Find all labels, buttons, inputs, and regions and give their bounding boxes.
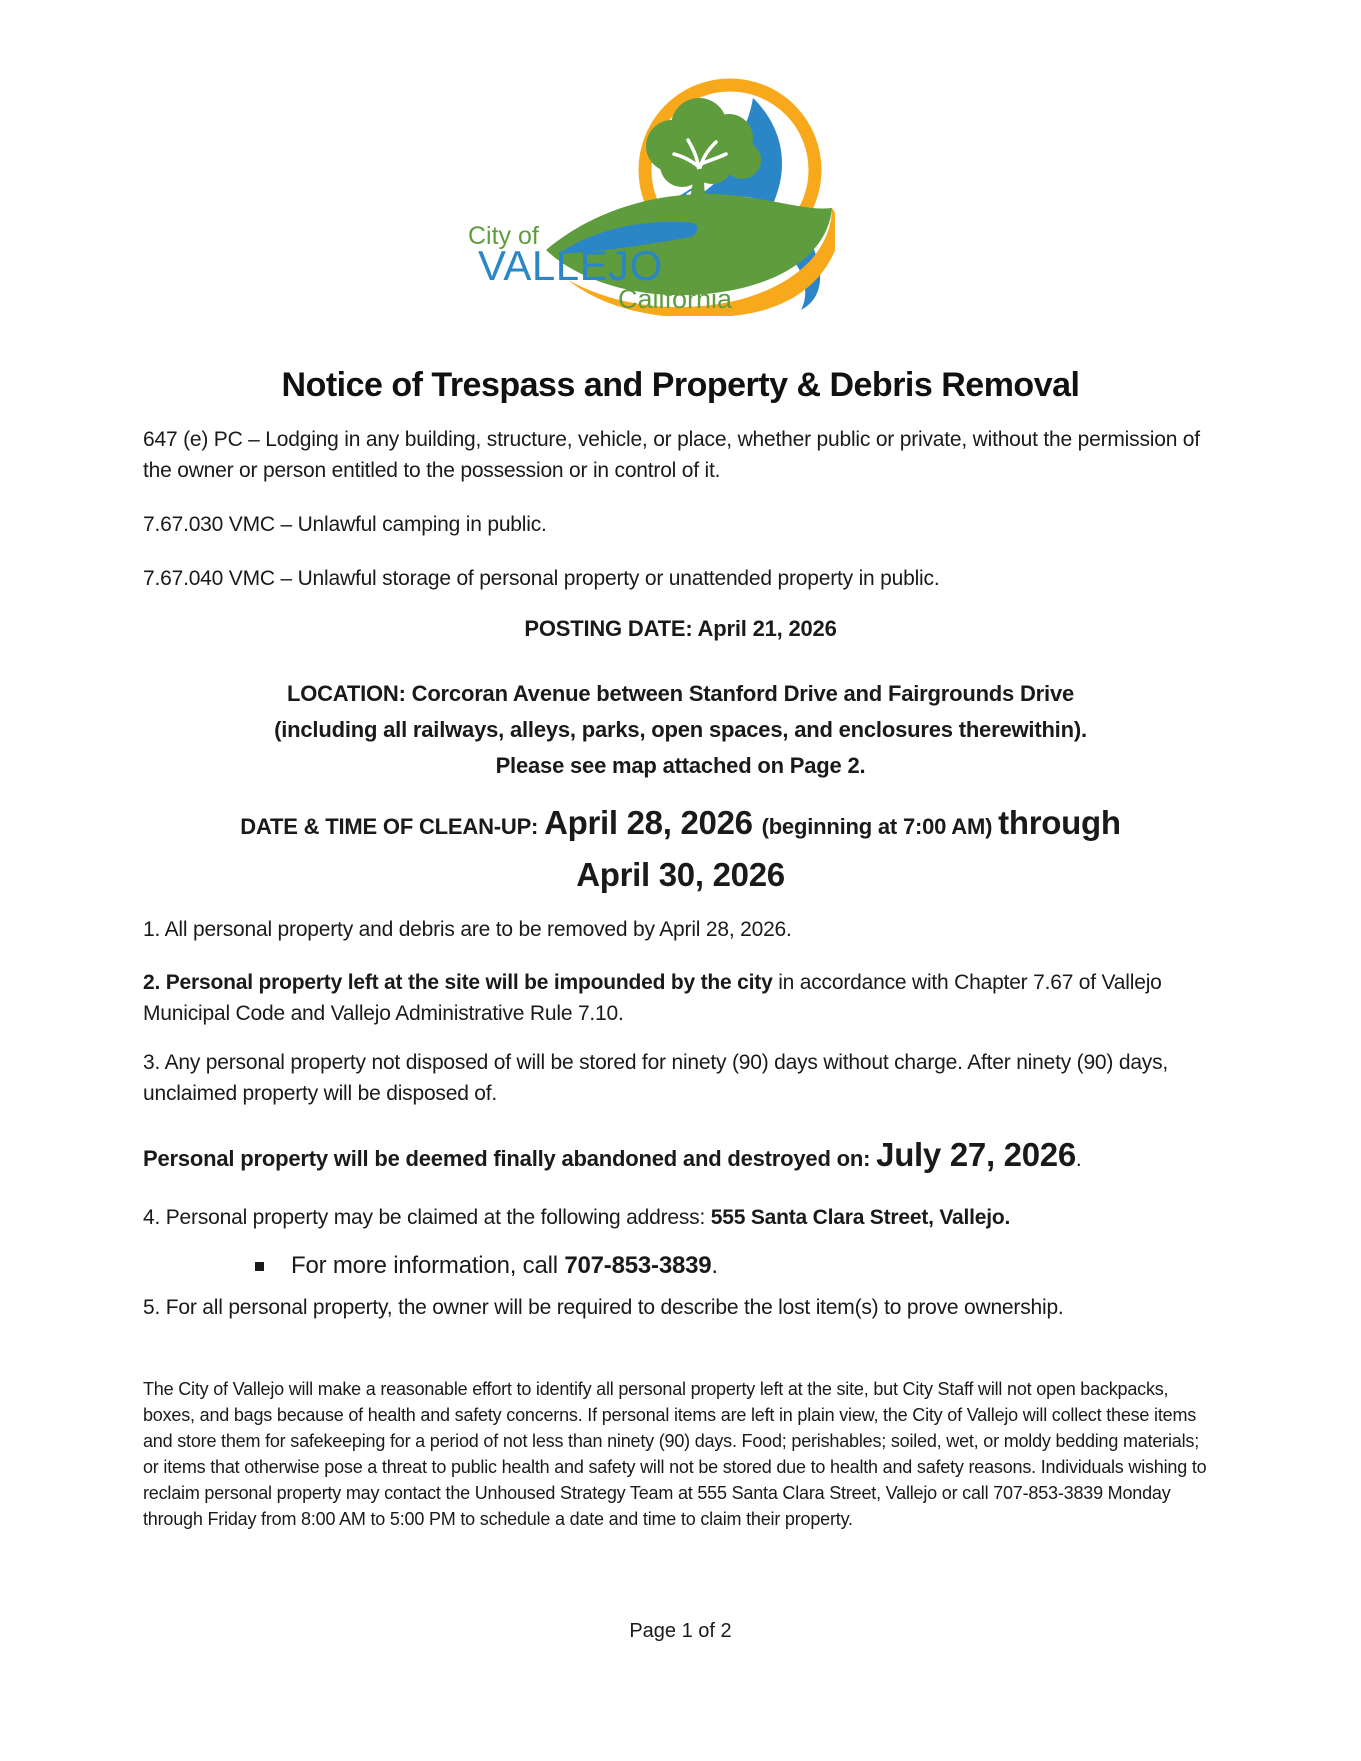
info-bullet-pre: For more information, call xyxy=(291,1252,565,1279)
item-2 xyxy=(143,967,1218,1029)
item-2-rest: in accordance with Chapter 7.67 of Vallejo Municipal Code and Vallejo Administrative Rule 7.10. xyxy=(143,971,1162,1025)
item-4 xyxy=(143,1202,1218,1233)
posting-date-line: POSTING DATE: April 21, 2026 xyxy=(524,616,837,641)
logo-california: California xyxy=(618,284,733,314)
abandonment-date: July 27, 2026 xyxy=(876,1136,1076,1173)
square-bullet-icon xyxy=(255,1262,264,1271)
location-block xyxy=(143,676,1218,784)
cleanup-end-date: April 30, 2026 xyxy=(576,856,785,893)
city-of-vallejo-logo xyxy=(450,68,835,316)
info-bullet-row xyxy=(143,1252,1218,1280)
page-title: Notice of Trespass and Property & Debris Removal xyxy=(281,366,1080,404)
info-bullet-text xyxy=(291,1252,718,1280)
item-4-address: 555 Santa Clara Street, Vallejo. xyxy=(710,1206,1011,1229)
cleanup-label: DATE & TIME OF CLEAN-UP: xyxy=(240,814,545,839)
item-1: 1. All personal property and debris are to be removed by April 28, 2026. xyxy=(143,918,792,941)
page-number: Page 1 of 2 xyxy=(629,1620,732,1642)
cleanup-through: through xyxy=(998,804,1121,841)
code-767040-paragraph: 7.67.040 VMC – Unlawful storage of personal property or unattended property in public. xyxy=(143,567,940,590)
cleanup-start-date: April 28, 2026 xyxy=(544,804,762,841)
logo-vallejo: VALLEJO xyxy=(478,242,663,289)
cleanup-date-line xyxy=(143,802,1218,851)
item-4-pre: 4. Personal property may be claimed at the following address: xyxy=(143,1206,711,1229)
location-line-2: (including all railways, alleys, parks, open spaces, and enclosures therewithin). xyxy=(274,717,1087,742)
info-bullet-period: . xyxy=(711,1252,718,1279)
info-phone-number: 707-853-3839 xyxy=(564,1252,712,1279)
fine-print-paragraph: The City of Vallejo will make a reasonable effort to identify all personal property left at the site, but City Staff will not open backpacks, boxes, and bags because of health and safety concerns. If personal items are left in plain view, the City of Vallejo will collect these items and store them for safekeeping for a period of not less than ninety (90) days. Food; perishables; soiled, wet, or moldy bedding materials; or items that otherwise pose a threat to public health and safety will not be stored due to health and safety reasons. Individuals wishing to reclaim personal property may contact the Unhoused Strategy Team at 555 Santa Clara Street, Vallejo or call 707-853-3839 Monday through Friday from 8:00 AM to 5:00 PM to schedule a date and time to claim their property. xyxy=(143,1379,1207,1529)
code-767030-paragraph: 7.67.030 VMC – Unlawful camping in public. xyxy=(143,513,547,536)
location-line-1: LOCATION: Corcoran Avenue between Stanford Drive and Fairgrounds Drive xyxy=(286,681,1075,706)
abandonment-lead: Personal property will be deemed finally abandoned and destroyed on: xyxy=(143,1146,877,1171)
abandonment-line xyxy=(143,1136,1218,1175)
logo-city-of: City of xyxy=(468,222,539,250)
code-647e-paragraph: 647 (e) PC – Lodging in any building, structure, vehicle, or place, whether public or private, without the permission of the owner or person entitled to the possession or in control of it. xyxy=(143,428,1200,482)
item-5: 5. For all personal property, the owner will be required to describe the lost item(s) to prove ownership. xyxy=(143,1296,1064,1319)
item-3: 3. Any personal property not disposed of will be stored for ninety (90) days without charge. After ninety (90) days, unclaimed property will be disposed of. xyxy=(143,1051,1169,1105)
cleanup-time-note: (beginning at 7:00 AM) xyxy=(761,814,999,839)
location-line-3: Please see map attached on Page 2. xyxy=(495,753,866,778)
abandonment-period: . xyxy=(1075,1148,1082,1171)
item-2-bold: 2. Personal property left at the site will be impounded by the city xyxy=(143,971,773,994)
